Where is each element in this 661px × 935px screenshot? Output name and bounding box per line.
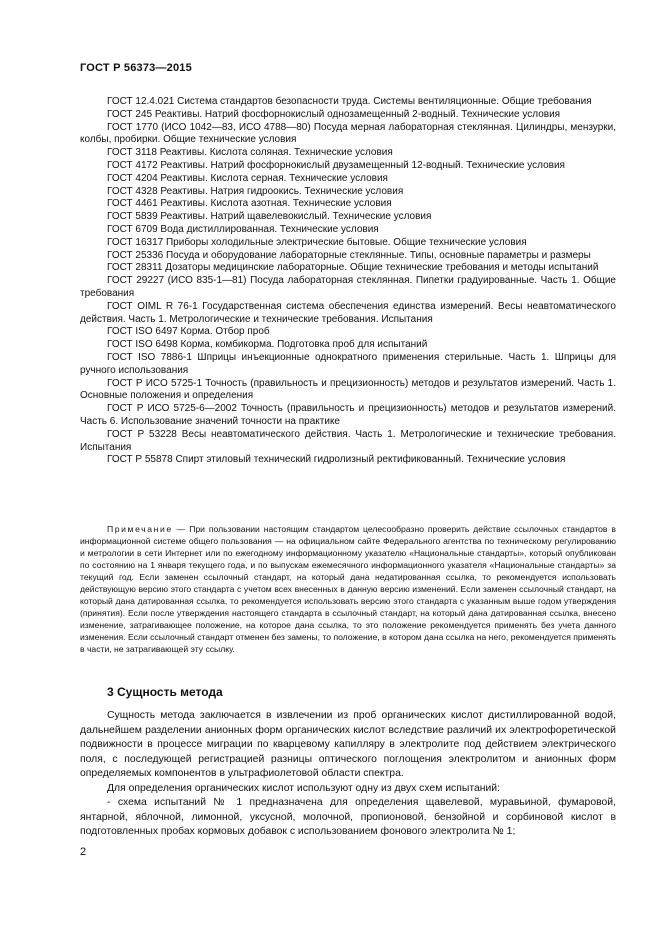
note-label: Примечание [107, 524, 173, 534]
page-number: 2 [80, 846, 87, 858]
reference-item: ГОСТ 1770 (ИСО 1042—83, ИСО 4788—80) Посуда мерная лабораторная стеклянная. Цилиндры, мензурки, колбы, пробирки. Общие технические условия [80, 121, 616, 146]
reference-item: ГОСТ 4328 Реактивы. Натрия гидроокись. Технические условия [107, 185, 404, 197]
reference-item: ГОСТ 25336 Посуда и оборудование лабораторные стеклянные. Типы, основные параметры и размеры [107, 249, 591, 261]
reference-item: ГОСТ Р ИСО 5725-6—2002 Точность (правильность и прецизионность) методов и результатов измерений. Часть 6. Использование значений точности на практике [80, 403, 616, 427]
body-paragraph: - схема испытаний № 1 предназначена для определения щавелевой, муравьиной, фумаровой, янтарной, яблочной, лимонной, уксусной, молочной, пропионовой, бензойной и сорбиновой кислот в подготовленных пробах кормовых добавок с использованием фонового электролита № 1; [80, 797, 616, 837]
reference-item: ГОСТ 4461 Реактивы. Кислота азотная. Технические условия [107, 198, 392, 210]
reference-item: ГОСТ 4204 Реактивы. Кислота серная. Технические условия [107, 172, 388, 184]
reference-item: ГОСТ 6709 Вода дистиллированная. Технические условия [107, 223, 379, 235]
note-text: — При пользовании настоящим стандартом целесообразно проверить действие ссылочных стандартов в информационной системе общего пользования — на официальном сайте Федерального агентства по техническому регулированию и метрологии в сети Интернет или по ежегодному информационному указателю «Национальные стандарты», который опубликован по состоянию на 1 января текущего года, и по выпускам ежемесячного информационного указателя «Национальные стандарты» за текущий год. Если заменен ссылочный стандарт, на который дана недатированная ссылка, то рекомендуется использовать действующую версию этого стандарта с учетом всех внесенных в данную версию изменений. Если заменен ссылочный стандарт, на который дана датированная ссылка, то рекомендуется использовать версию этого стандарта с указанным выше годом утверждения (принятия). Если после утверждения настоящего стандарта в ссылочный стандарт, на который дана датированная ссылка, внесено изменение, затрагивающее положение, на которое дана ссылка, то это положение рекомендуется применять без учета данного изменения. Если ссылочный стандарт отменен без замены, то положение, в котором дана ссылка на него, рекомендуется применять в части, не затрагивающей эту ссылку. [80, 524, 616, 654]
reference-item: ГОСТ Р 55878 Спирт этиловый технический гидролизный ректификованный. Технические условия [107, 454, 566, 466]
reference-item: ГОСТ 29227 (ИСО 835-1—81) Посуда лабораторная стеклянная. Пипетки градуированные. Часть 1. Общие требования [80, 275, 616, 299]
reference-item: ГОСТ ISO 6497 Корма. Отбор проб [107, 326, 270, 338]
reference-item: ГОСТ Р ИСО 5725-1 Точность (правильность и прецизионность) методов и результатов измерений. Часть 1. Основные положения и определения [80, 377, 616, 402]
reference-item: ГОСТ 12.4.021 Система стандартов безопасности труда. Системы вентиляционные. Общие требования [107, 96, 592, 107]
reference-item: ГОСТ 5839 Реактивы. Натрий щавелевокислый. Технические условия [107, 211, 432, 223]
body-paragraph: Сущность метода заключается в извлечении из проб органических кислот дистиллированной водой, дальнейшем разделении анионных форм органических кислот вследствие различий их электрофоретической подвижности в процессе миграции по кварцевому капилляру в электролите под действием электрического поля, с последующей регистрацией разницы оптического поглощения электролитом и анионных форм определяемых компонентов в ультрафиолетовой области спектра. [80, 710, 616, 779]
body-paragraph: Для определения органических кислот используют одну из двух схем испытаний: [107, 782, 500, 794]
reference-item: ГОСТ OIML R 76-1 Государственная система обеспечения единства измерений. Весы неавтоматического действия. Часть 1. Метрологические и технические требования. Испытания [80, 300, 616, 325]
note-paragraph [80, 523, 616, 655]
reference-item: ГОСТ 16317 Приборы холодильные электрические бытовые. Общие технические условия [107, 236, 527, 248]
reference-item: ГОСТ 3118 Реактивы. Кислота соляная. Технические условия [107, 147, 393, 159]
reference-item: ГОСТ ISO 6498 Корма, комбикорма. Подготовка проб для испытаний [107, 339, 428, 351]
section-body [80, 709, 616, 840]
section-heading: 3 Сущность метода [107, 685, 223, 699]
normative-references-list [80, 96, 616, 467]
reference-item: ГОСТ Р 53228 Весы неавтоматического действия. Часть 1. Метрологические и технические требования. Испытания [80, 428, 616, 453]
reference-item: ГОСТ 4172 Реактивы. Натрий фосфорнокислый двузамещенный 12-водный. Технические условия [107, 159, 565, 171]
reference-item: ГОСТ 28311 Дозаторы медицинские лабораторные. Общие технические требования и методы испытаний [107, 262, 599, 274]
document-header: ГОСТ Р 56373—2015 [80, 62, 192, 74]
reference-item: ГОСТ ISO 7886-1 Шприцы инъекционные однократного применения стерильные. Часть 1. Шприцы для ручного использования [80, 351, 616, 376]
reference-item: ГОСТ 245 Реактивы. Натрий фосфорнокислый однозамещенный 2-водный. Технические условия [107, 108, 561, 120]
